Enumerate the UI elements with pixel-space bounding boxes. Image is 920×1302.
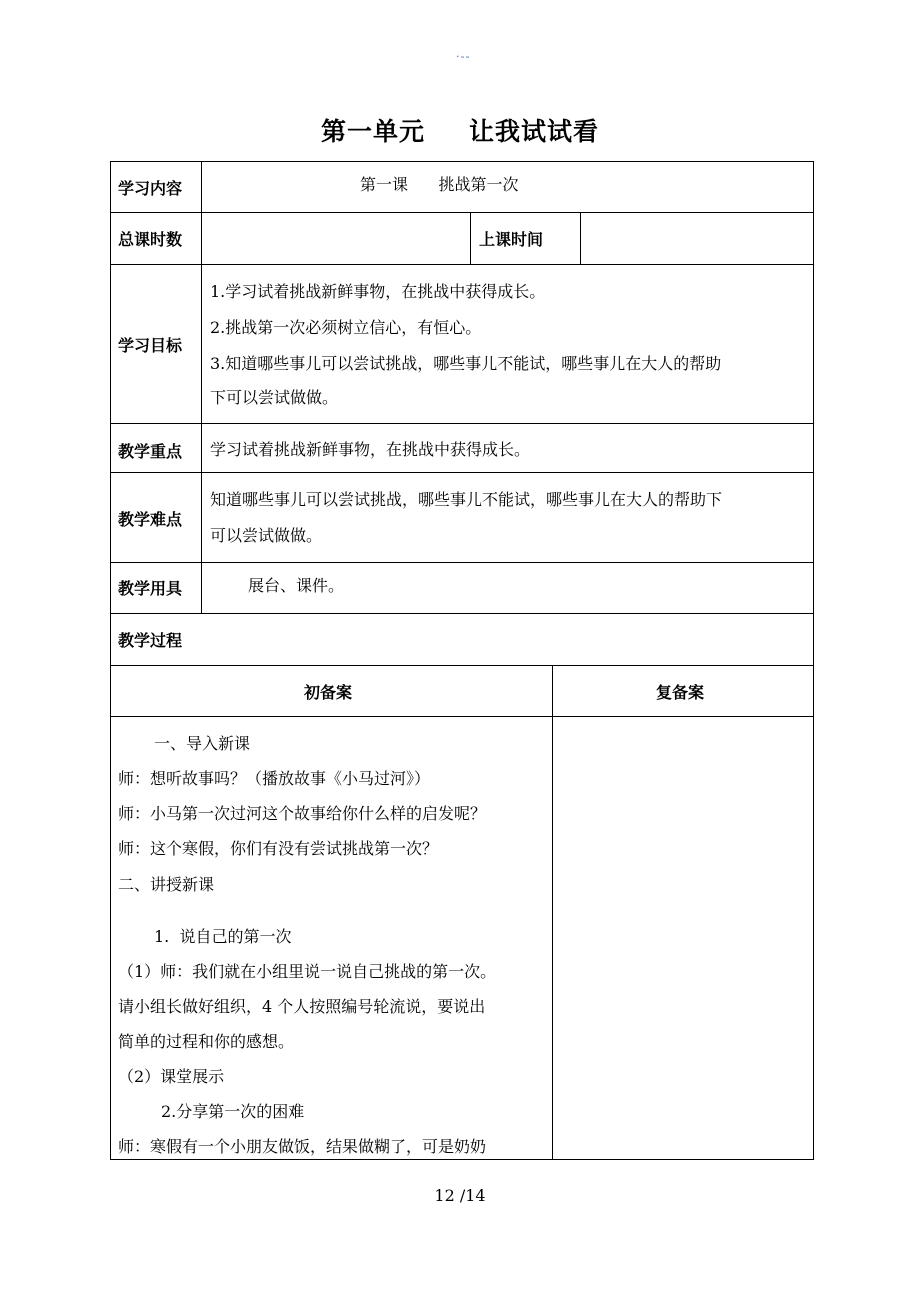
- current-page: 12: [434, 1186, 455, 1205]
- title-name: 让我试试看: [469, 117, 600, 146]
- goal-item: 3.知道哪些事儿可以尝试挑战，哪些事儿不能试，哪些事儿在大人的帮助: [210, 354, 722, 373]
- hours-label: 总课时数: [118, 230, 183, 249]
- content-label: 学习内容: [118, 179, 183, 198]
- process-line: 简单的过程和你的感想。: [118, 1032, 295, 1051]
- process-line: 师：寒假有一个小朋友做饭，结果做糊了，可是奶奶: [118, 1137, 487, 1156]
- process-line: 师：想听故事吗？（播放故事《小马过河》）: [118, 769, 431, 788]
- page-number: [0, 1186, 920, 1205]
- hours-divider: [580, 212, 581, 264]
- row-divider: [110, 212, 814, 213]
- goal-item: 2.挑战第一次必须树立信心，有恒心。: [210, 318, 482, 337]
- process-line: 一、导入新课: [154, 734, 251, 753]
- process-line: 请小组长做好组织，4 个人按照编号轮流说，要说出: [118, 997, 486, 1016]
- page-title: [0, 112, 920, 148]
- process-line: 1. 说自己的第一次: [154, 927, 292, 946]
- plan-column-divider: [552, 665, 553, 1160]
- title-unit: 第一单元: [320, 117, 425, 146]
- goal-item: 下可以尝试做做。: [210, 388, 339, 407]
- hours-divider: [470, 212, 471, 264]
- tools-label: 教学用具: [118, 579, 183, 598]
- difficulty-label: 教学难点: [118, 510, 183, 529]
- tools-value: 展台、课件。: [248, 576, 345, 595]
- row-divider: [110, 613, 814, 614]
- class-time-label: 上课时间: [479, 230, 544, 249]
- content-value: 第一课 挑战第一次: [360, 175, 519, 194]
- row-divider: [110, 665, 814, 666]
- goals-label: 学习目标: [118, 336, 183, 355]
- process-line: （2）课堂展示: [118, 1067, 225, 1086]
- row-divider: [110, 264, 814, 265]
- process-line: 师：小马第一次过河这个故事给你什么样的启发呢？: [118, 804, 487, 823]
- process-line: 师：这个寒假，你们有没有尝试挑战第一次？: [118, 839, 439, 858]
- process-line: （1）师：我们就在小组里说一说自己挑战的第一次。: [118, 962, 497, 981]
- row-divider: [110, 562, 814, 563]
- goal-item: 1.学习试着挑战新鲜事物，在挑战中获得成长。: [210, 282, 546, 301]
- key-point-value: 学习试着挑战新鲜事物，在挑战中获得成长。: [210, 440, 531, 459]
- row-divider: [110, 472, 814, 473]
- review-plan-header: 复备案: [656, 683, 705, 702]
- row-divider: [110, 716, 814, 717]
- key-point-label: 教学重点: [118, 442, 183, 461]
- total-pages: 14: [465, 1186, 486, 1205]
- process-line: 2.分享第一次的困难: [161, 1102, 305, 1121]
- difficulty-line: 知道哪些事儿可以尝试挑战，哪些事儿不能试，哪些事儿在大人的帮助下: [210, 490, 723, 509]
- label-column-divider: [201, 161, 202, 613]
- process-line: 二、讲授新课: [118, 875, 215, 894]
- initial-plan-header: 初备案: [304, 683, 353, 702]
- header-mark: ·--: [456, 50, 471, 63]
- page-separator: /: [459, 1186, 466, 1205]
- row-divider: [110, 423, 814, 424]
- process-label: 教学过程: [118, 631, 183, 650]
- difficulty-line: 可以尝试做做。: [210, 526, 323, 545]
